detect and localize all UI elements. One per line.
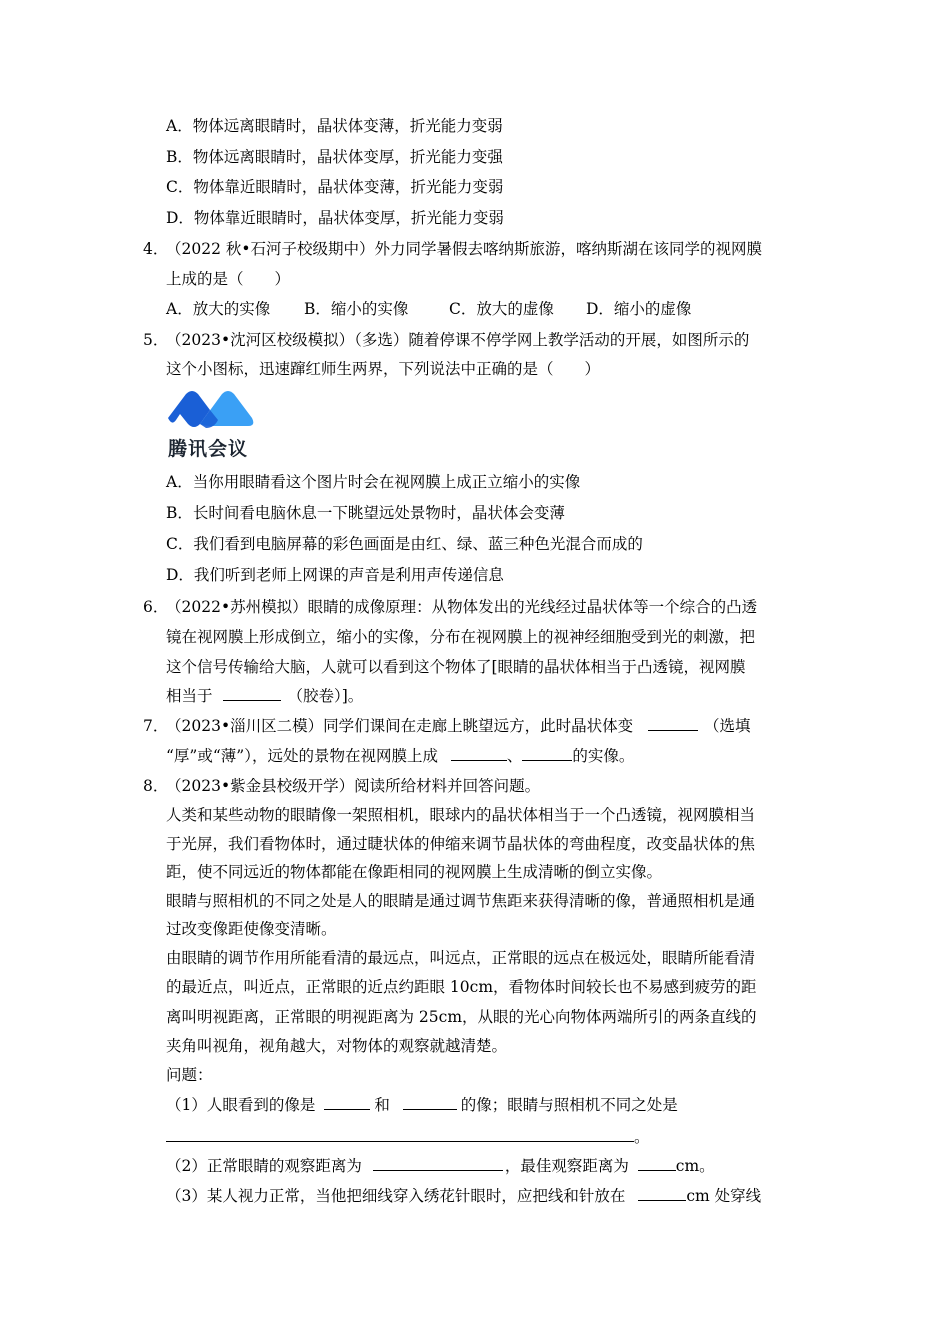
q8-number: 8． [143, 777, 169, 795]
q5-option-b: B．长时间看电脑休息一下眺望远处景物时，晶状体会变薄 [166, 504, 565, 522]
q8-passage-p2-line1: 眼睛与照相机的不同之处是人的眼睛是通过调节焦距来获得清晰的像，普通照相机是通 [166, 892, 756, 910]
q5-number: 5． [143, 331, 169, 349]
q3-option-d: D．物体靠近眼睛时，晶状体变厚，折光能力变弱 [166, 209, 504, 227]
q8-s1-blank-2[interactable] [403, 1095, 457, 1110]
q7-line1-pre: （2023•淄川区二模）同学们课间在走廊上眺望远方，此时晶状体变 [166, 717, 634, 735]
q6-stem-line4 [166, 686, 363, 706]
q5-stem-line2: 这个小图标，迅速蹿红师生两界，下列说法中正确的是（ ） [166, 360, 601, 378]
q8-s1-post: 的像；眼睛与照相机不同之处是 [460, 1096, 678, 1114]
q8-subquestion-1-answer-line [166, 1127, 650, 1147]
q3-option-c: C．物体靠近眼睛时，晶状体变薄，折光能力变弱 [166, 178, 504, 196]
q8-s1-end: 。 [634, 1128, 650, 1146]
q5-option-c: C．我们看到电脑屏幕的彩色画面是由红、绿、蓝三种色光混合而成的 [166, 535, 643, 553]
q4-stem-line1: （2022 秋•石河子校级期中）外力同学暑假去喀纳斯旅游，喀纳斯湖在该同学的视网膜 [166, 240, 763, 258]
q8-s1-blank-1[interactable] [324, 1095, 370, 1110]
q8-s3-post: cm 处穿线 [686, 1187, 762, 1205]
q7-line2-post: 的实像。 [572, 747, 635, 765]
q6-stem-line2: 镜在视网膜上形成倒立，缩小的实像，分布在视网膜上的视神经细胞受到光的刺激，把 [166, 628, 756, 646]
q6-stem-line1: （2022•苏州模拟）眼睛的成像原理：从物体发出的光线经过晶状体等一个综合的凸透 [166, 598, 758, 616]
q8-passage-p3-line4: 夹角叫视角，视角越大，对物体的观察就越清楚。 [166, 1037, 508, 1055]
q8-s2-blank-range[interactable] [373, 1156, 503, 1171]
q8-passage-p1-line1: 人类和某些动物的眼睛像一架照相机，眼球内的晶状体相当于一个凸透镜，视网膜相当 [166, 806, 756, 824]
q5-stem-line1: （2023•沈河区校级模拟）（多选）随着停课不停学网上教学活动的开展，如图所示的 [166, 331, 750, 349]
q7-stem-line1 [166, 716, 751, 736]
q8-passage-p1-line2: 于光屏，我们看物体时，通过睫状体的伸缩来调节晶状体的弯曲程度，改变晶状体的焦 [166, 835, 756, 853]
q8-s1-pre: （1）人眼看到的像是 [166, 1096, 316, 1114]
q6-number: 6． [143, 598, 169, 616]
q3-option-b: B．物体远离眼睛时，晶状体变厚，折光能力变强 [166, 148, 503, 166]
q7-line1-post: （选填 [704, 717, 751, 735]
q8-s2-blank-best[interactable] [638, 1156, 676, 1171]
q8-passage-p3-line3: 离叫明视距离，正常眼的明视距离为 25cm，从眼的光心向物体两端所引的两条直线的 [166, 1008, 757, 1026]
q8-s1-difference-blank[interactable] [166, 1127, 634, 1142]
q8-s3-blank-distance[interactable] [638, 1186, 686, 1201]
q8-passage-p3-line1: 由眼睛的调节作用所能看清的最远点，叫远点，正常眼的远点在极远处，眼睛所能看清 [166, 949, 756, 967]
q7-line2-mid: 、 [506, 747, 523, 765]
q6-answer-blank[interactable] [223, 686, 281, 701]
q7-number: 7． [143, 717, 169, 735]
q5-option-a: A．当你用眼睛看这个图片时会在视网膜上成正立缩小的实像 [166, 473, 581, 491]
q4-option-a: A．放大的实像 [166, 300, 271, 318]
q7-blank-image-2[interactable] [522, 746, 572, 761]
q8-title: （2023•紫金县校级开学）阅读所给材料并回答问题。 [166, 777, 541, 795]
q6-line4-post: （胶卷）]。 [287, 687, 364, 705]
q8-passage-p1-line3: 距，使不同远近的物体都能在像距相同的视网膜上生成清晰的倒立实像。 [166, 863, 663, 881]
tencent-meeting-logo [166, 388, 256, 460]
q4-stem-line2: 上成的是（ ） [166, 270, 291, 288]
q6-stem-line3: 这个信号传输给大脑，人就可以看到这个物体了[眼睛的晶状体相当于凸透镜，视网膜 [166, 658, 746, 676]
q8-s3-pre: （3）某人视力正常，当他把细线穿入绣花针眼时，应把线和针放在 [166, 1187, 626, 1205]
q4-option-b: B．缩小的实像 [304, 300, 409, 318]
q8-passage-p2-line2: 过改变像距使像变清晰。 [166, 920, 337, 938]
q8-s2-pre: （2）正常眼睛的观察距离为 [166, 1157, 362, 1175]
q4-option-c: C．放大的虚像 [449, 300, 554, 318]
q8-s2-mid: ，最佳观察距离为 [504, 1157, 629, 1175]
q4-option-d: D．缩小的虚像 [586, 300, 692, 318]
q8-subquestion-1 [166, 1095, 678, 1115]
tencent-meeting-logo-icon [166, 388, 256, 430]
q8-s2-post: cm。 [675, 1157, 715, 1175]
q7-line2-pre: “厚”或“薄”），远处的景物在视网膜上成 [166, 747, 438, 765]
q8-subquestion-2 [166, 1156, 715, 1176]
q3-option-a: A．物体远离眼睛时，晶状体变薄，折光能力变弱 [166, 117, 503, 135]
logo-text: 腾讯会议 [168, 438, 249, 460]
q8-question-label: 问题： [166, 1066, 213, 1084]
q5-option-d: D．我们听到老师上网课的声音是利用声传递信息 [166, 566, 504, 584]
q6-line4-pre: 相当于 [166, 687, 213, 705]
q7-stem-line2 [166, 746, 634, 766]
q8-passage-p3-line2: 的最近点，叫近点，正常眼的近点约距眼 10cm，看物体时间较长也不易感到疲劳的距 [166, 978, 757, 996]
q7-blank-image-1[interactable] [451, 746, 507, 761]
q8-subquestion-3 [166, 1186, 761, 1206]
q7-blank-thickness[interactable] [648, 716, 698, 731]
q4-number: 4． [143, 240, 169, 258]
q8-s1-mid: 和 [374, 1096, 390, 1114]
